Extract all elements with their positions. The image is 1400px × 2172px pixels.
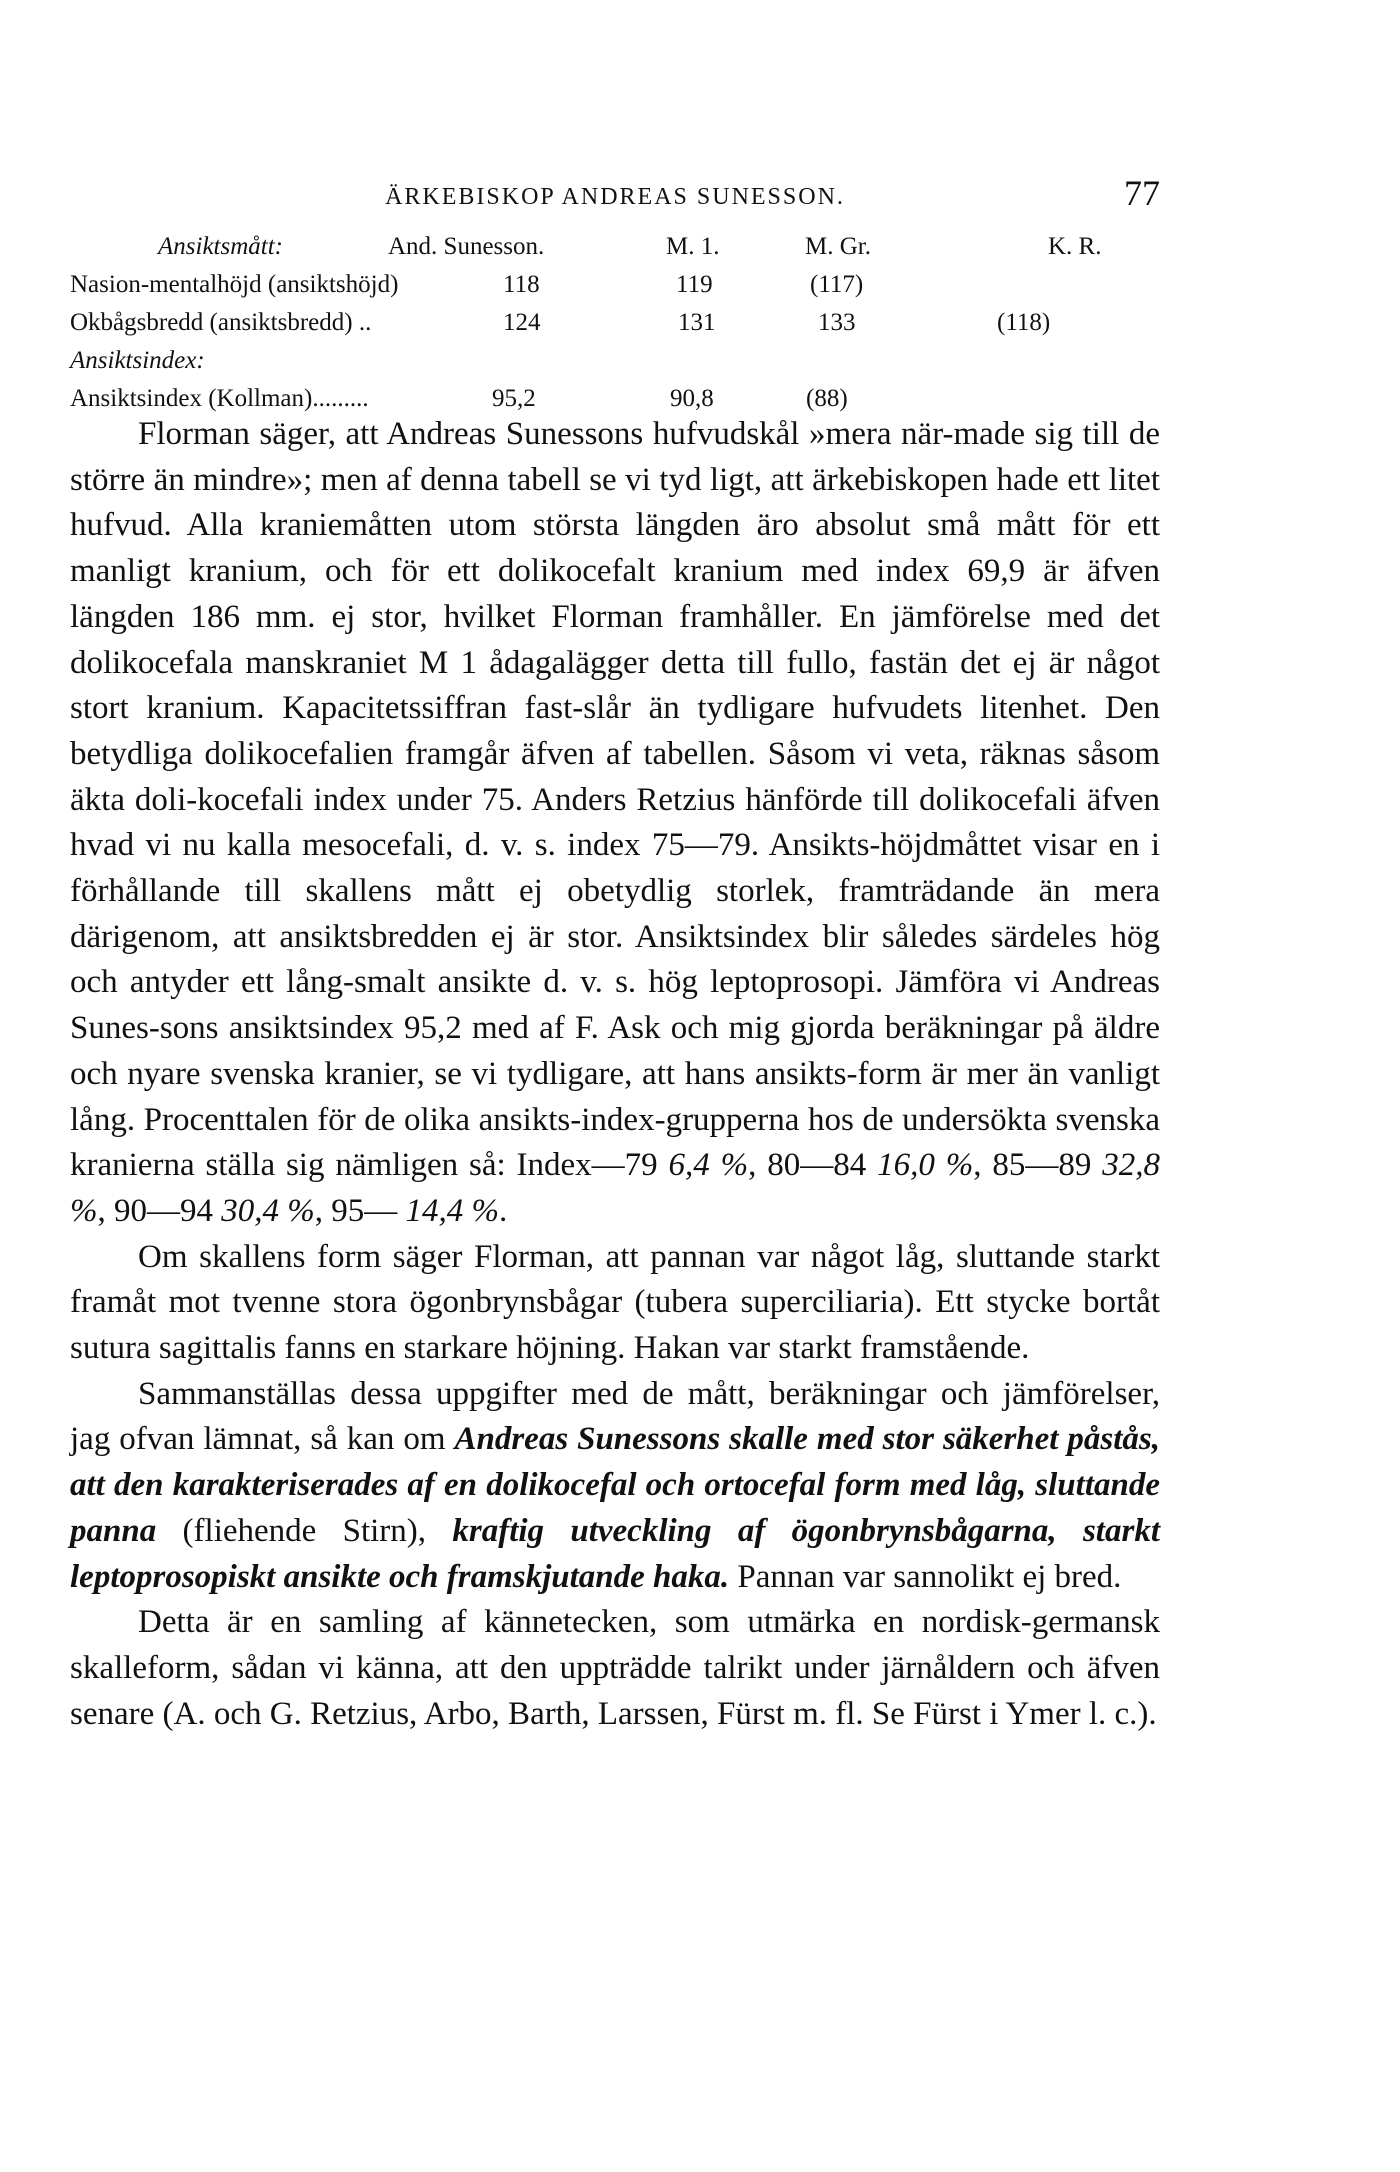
column-header: M. Gr.	[805, 233, 871, 260]
column-header: And. Sunesson.	[388, 233, 545, 260]
table-subheading-row	[70, 342, 1160, 380]
table-subheading: Ansiktsindex:	[70, 347, 205, 374]
text-run: , 80—84	[748, 1147, 878, 1184]
percentage: 30,4 %	[221, 1192, 315, 1229]
row-label: Okbågsbredd (ansiktsbredd) ..	[70, 309, 372, 336]
table-cell: 95,2	[492, 385, 536, 412]
percentage: 32,8 %	[70, 1147, 1160, 1229]
row-label: Nasion-mentalhöjd (ansiktshöjd)	[70, 271, 399, 298]
text-run: Florman säger, att Andreas Sunessons hufvudskål »mera när-made sig till de större än mindre»; men af denna tabell se vi tyd ligt, att ärkebiskopen hade ett litet hufvud. Alla kraniemåtten utom största längden äro absolut små mått för ett manligt kranium, och för ett dolikocefalt kranium med index 69,9 är äfven längden 186 mm. ej stor, hvilket Florman framhåller. En jämförelse med det dolikocefala manskraniet M 1 ådagalägger detta till fullo, fastän det ej är något stort kranium. Kapacitetssiffran fast-slår än tydligare hufvudets litenhet. Den betydliga dolikocefalien framgår äfven af tabellen. Såsom vi veta, räknas såsom äkta doli-kocefali index under 75. Anders Retzius hänförde till dolikocefali äfven hvad vi nu kalla mesocefali, d. v. s. index 75—79. Ansikts-höjdmåttet visar en i förhållande till skallens mått ej obetydlig storlek, framträdande än mera därigenom, att ansiktsbredden ej är stor. Ansiktsindex blir således särdeles hög och antyder ett lång-smalt ansikte d. v. s. hög leptoprosopi. Jämföra vi Andreas Sunes-sons ansiktsindex 95,2 med af F. Ask och mig gjorda beräkningar på äldre och nyare svenska kranier, se vi tydligare, att hans ansikts-form är mer än vanligt lång. Procenttalen för de olika ansikts-index-grupperna hos de undersökta svenska kranierna ställa sig nämligen så: Index—79	[70, 416, 1160, 1184]
emphasis-run: kraftig utveckling af ögonbrynsbågarna, starkt leptoprosopiskt ansikte och framskjutande haka.	[70, 1512, 1160, 1595]
table-cell: (118)	[997, 309, 1051, 336]
emphasis-run: Andreas Sunessons skalle med stor säkerhet påstås, att den karakteriserades af en dolikocefal och ortocefal form med låg, sluttande panna	[70, 1421, 1160, 1549]
table-header-row	[70, 228, 1160, 266]
table-row	[70, 304, 1160, 342]
running-header	[70, 172, 1160, 222]
text-run: (fliehende Stirn),	[156, 1512, 453, 1549]
text-run: Pannan var sannolikt ej bred.	[729, 1558, 1122, 1595]
column-header: M. 1.	[666, 233, 720, 260]
percentage: 6,4 %	[668, 1147, 749, 1184]
table-cell: 119	[676, 271, 713, 298]
table-cell: (117)	[810, 271, 864, 298]
text-run: , 90—94	[97, 1192, 222, 1229]
column-header: K. R.	[1048, 233, 1102, 260]
row-label: Ansiktsindex (Kollman).........	[70, 385, 369, 412]
text-run: Sammanställas dessa uppgifter med de mått, beräkningar och jämförelser, jag ofvan lämnat, så kan om	[70, 1375, 1160, 1458]
table-cell: 118	[503, 271, 540, 298]
percentage: 16,0 %	[877, 1147, 974, 1184]
running-title: ÄRKEBISKOP ANDREAS SUNESSON.	[385, 184, 845, 210]
paragraph: Detta är en samling af kännetecken, som utmärka en nordisk-germansk skalleform, sådan vi känna, att den uppträdde talrikt under järnåldern och äfven senare (A. och G. Retzius, Arbo, Barth, Larssen, Fürst m. fl. Se Fürst i Ymer l. c.).	[70, 1604, 1160, 1732]
body-text	[70, 412, 1160, 1737]
text-run: .	[499, 1192, 508, 1229]
paragraph: Om skallens form säger Florman, att pannan var något låg, sluttande starkt framåt mot tvenne stora ögonbrynsbågar (tubera superciliaria). Ett stycke bortåt sutura sagittalis fanns en starkare höjning. Hakan var starkt framstående.	[70, 1238, 1160, 1367]
table-cell: 124	[503, 309, 541, 336]
page-number: 77	[1124, 173, 1160, 213]
table-heading: Ansiktsmått:	[158, 233, 283, 260]
text-run: , 95—	[314, 1192, 406, 1229]
measurement-table	[70, 228, 1160, 418]
table-cell: 90,8	[670, 385, 714, 412]
table-cell: (88)	[806, 385, 848, 412]
table-row	[70, 266, 1160, 304]
table-cell: 131	[678, 309, 716, 336]
text-run: , 85—89	[973, 1147, 1103, 1184]
percentage: 14,4 %	[405, 1192, 499, 1229]
paragraph	[70, 1372, 1160, 1601]
paragraph	[70, 412, 1160, 1235]
table-cell: 133	[818, 309, 856, 336]
